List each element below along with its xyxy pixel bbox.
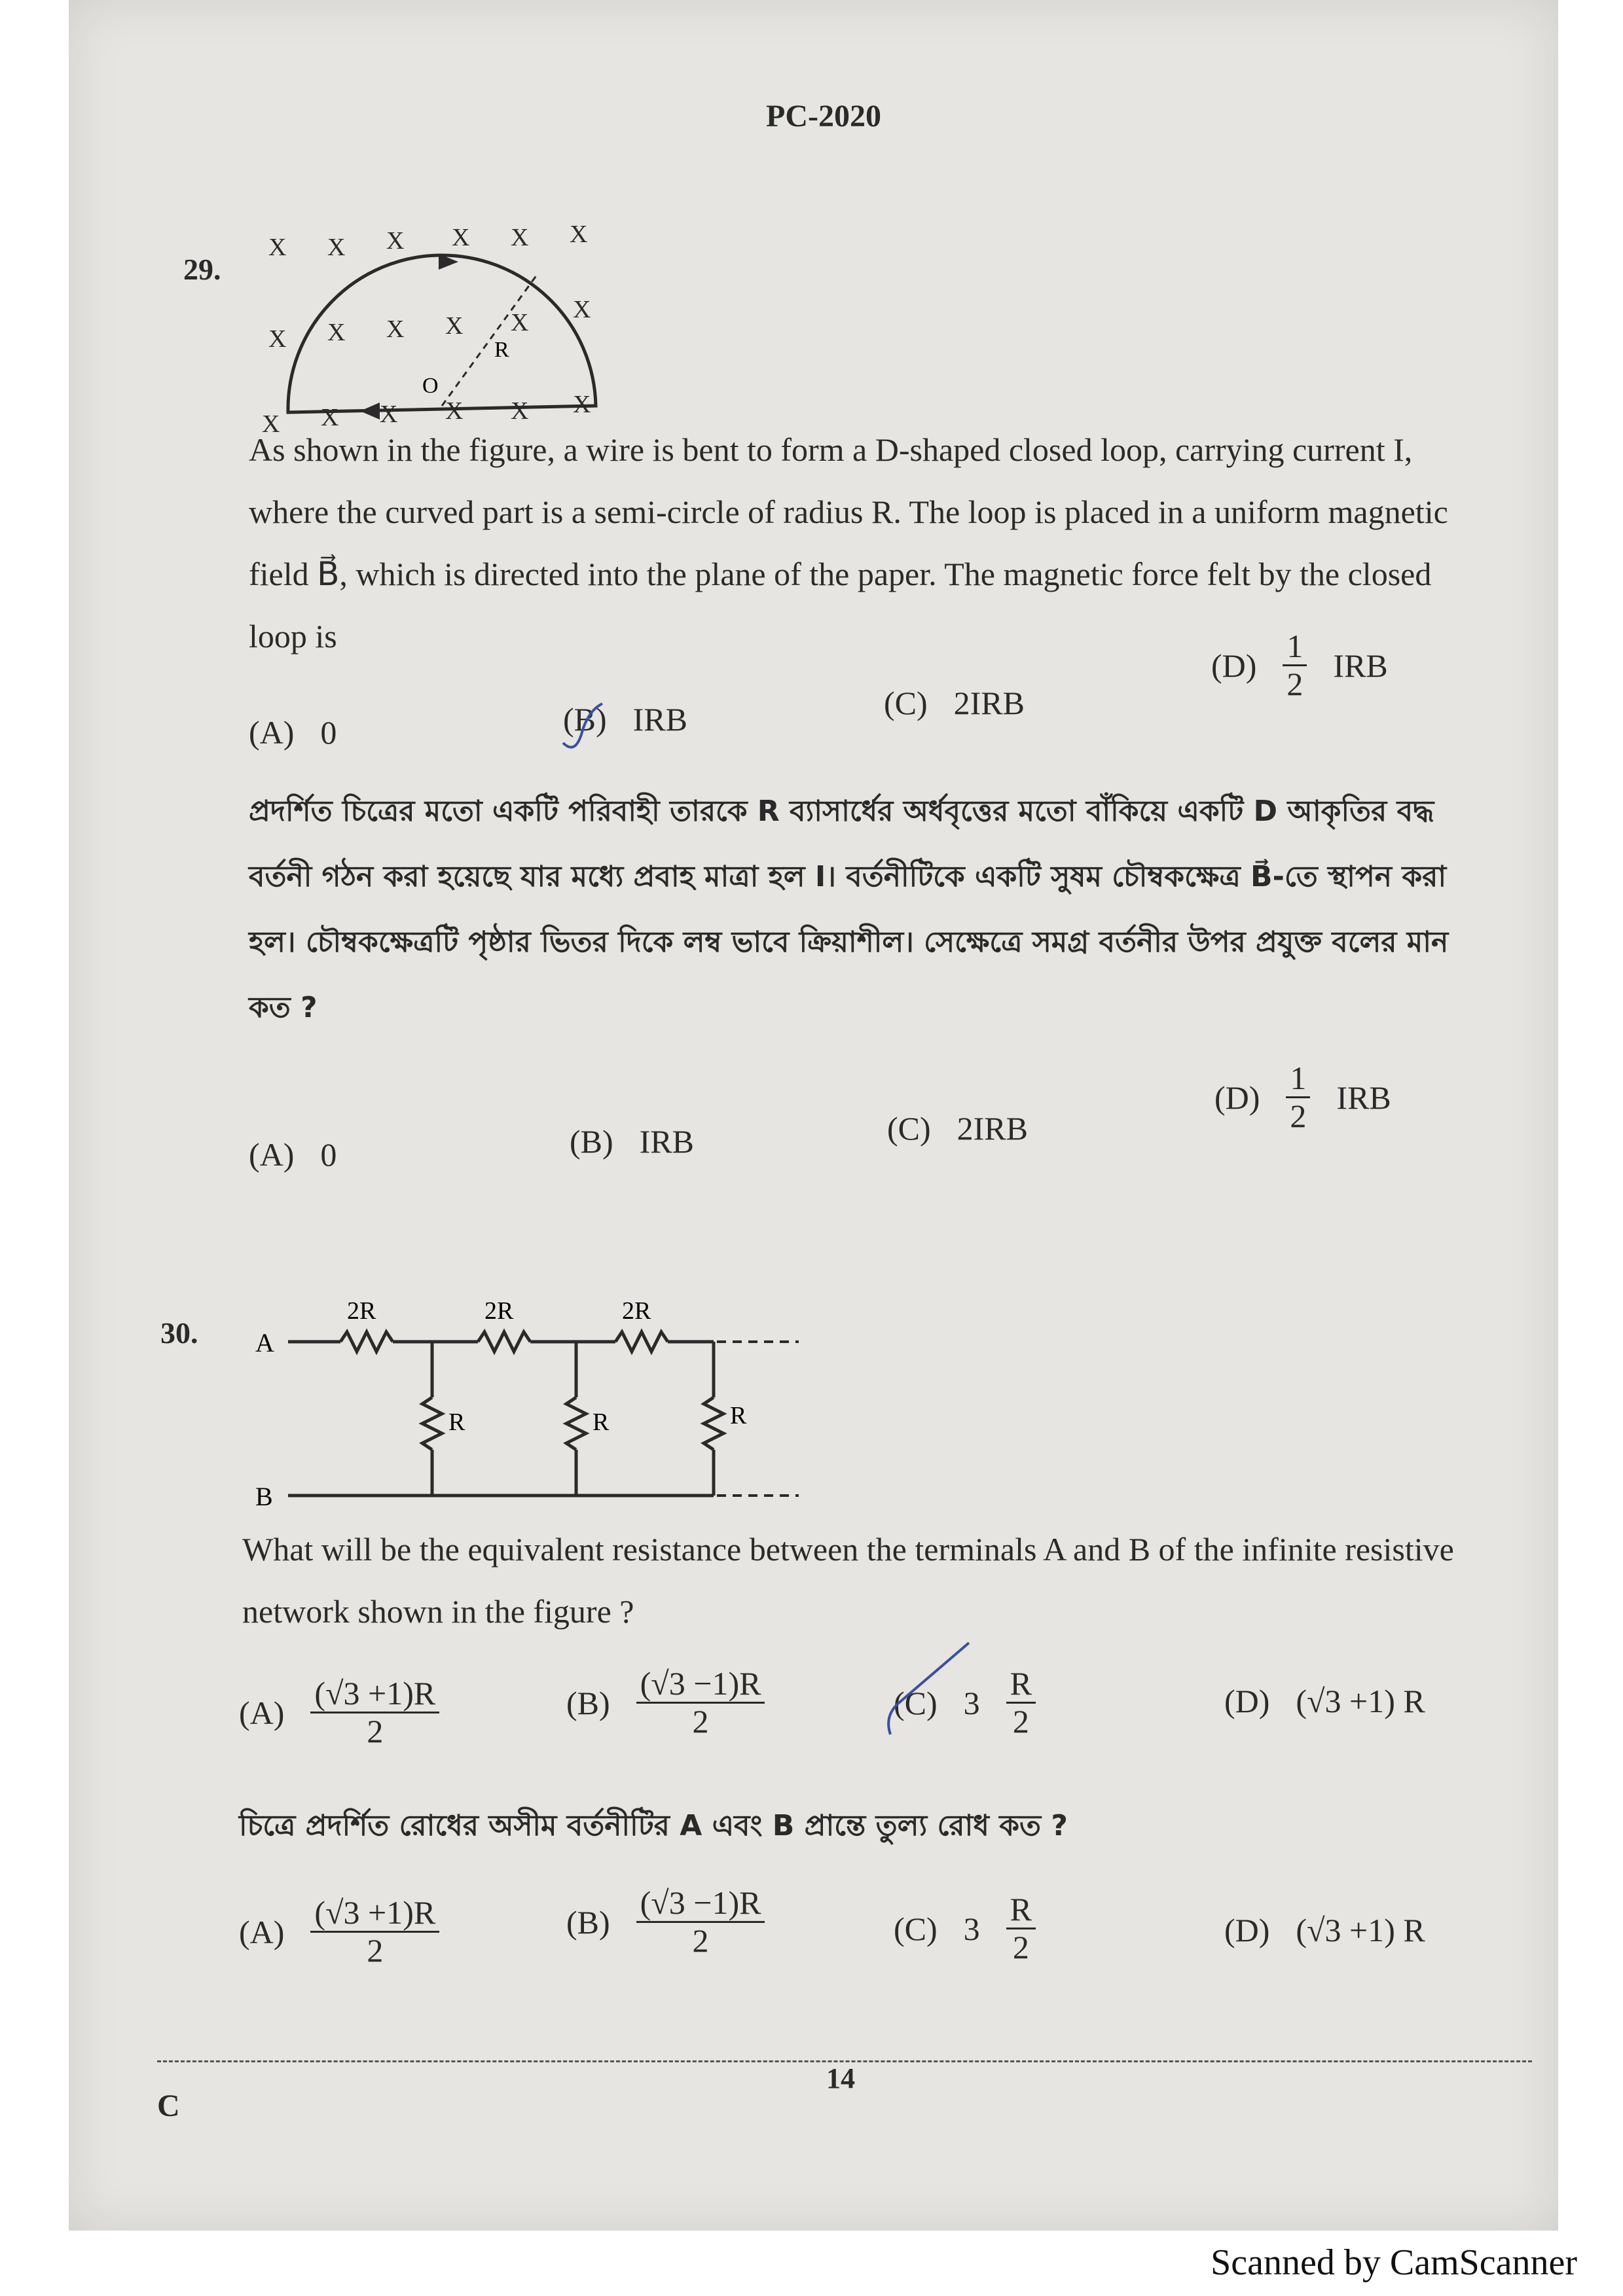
q30-en-option-b: (B) $\frac{(√3 -1)R}{2}$ [566,1666,765,1740]
q30-en-option-a: (A) $\frac{(√3 +1)R}{2}$ [239,1676,439,1749]
terminal-b-label: B [255,1482,273,1511]
svg-text:X: X [511,397,529,425]
svg-text:X: X [511,309,529,336]
scanner-watermark: Scanned by CamScanner [1211,2242,1577,2283]
tick-mark-q29 [556,697,609,756]
svg-text:X: X [327,319,346,346]
q30-bn-option-d: (D) (√3 +1) R [1224,1912,1425,1948]
question-29-text-bn: প্রদর্শিত চিত্রের মতো একটি পরিবাহী তারকে R ব্যাসার্ধের অর্ধবৃত্তের মতো বাঁকিয়ে একটি D আকৃতির বদ্ধ বর্তনী গঠন করা হয়েছে যার মধ্যে প্রবাহ মাত্রা হল I। বর্তনীটিকে একটি সুষম চৌম্বকক্ষেত্র B⃗-তে স্থাপন করা হল। চৌম্বকক্ষেত্রটি পৃষ্ঠার ভিতর দিকে লম্ব ভাবে ক্রিয়াশীল। সেক্ষেত্রে সমগ্র বর্তনীর উপর প্রযুক্ত বলের মান কত ? [249,795,1449,1024]
series-resistor-label: 2R [622,1297,651,1325]
svg-text:X: X [573,296,591,323]
d-loop-figure [249,196,642,445]
paper-set-code: C [157,2089,180,2123]
svg-text:X: X [321,404,339,431]
series-resistor-label: 2R [347,1297,376,1325]
svg-text:X: X [445,312,464,340]
q29-bn-option-d: (D) $\frac{1}{2}$ IRB [1214,1060,1391,1134]
q30-bn-option-b: (B) $\frac{(√3 -1)R}{2}$ [566,1885,765,1959]
q30-en-option-c: (C) 3 $\frac{R}{2}$ [894,1666,1036,1740]
svg-text:X: X [268,234,287,261]
q29-bn-option-c: (C) 2IRB [887,1110,1029,1147]
radius-label: R [494,338,509,362]
q29-en-option-b: (B) IRB [563,701,688,738]
q29-en-option-c: (C) 2IRB [884,685,1025,721]
q29-en-option-a: (A) 0 [249,714,337,751]
current-arrow-bottom [360,403,380,420]
svg-text:X: X [386,227,405,255]
shunt-resistor-label: R [730,1402,747,1429]
q29-bn-option-b: (B) IRB [570,1123,695,1160]
tick-mark-q30 [877,1636,976,1748]
svg-text:X: X [570,221,588,248]
resistor-ladder-figure [249,1283,825,1518]
svg-text:X: X [452,224,470,251]
question-30-text-en: What will be the equivalent resistance between the terminals A and B of the infinite resistive network shown in the figure ? [242,1531,1454,1630]
page-number: 14 [826,2062,855,2094]
center-label: O [422,374,439,398]
svg-text:X: X [573,391,591,418]
q29-en-option-d: (D) $\frac{1}{2}$ IRB [1211,628,1388,702]
svg-text:X: X [511,224,529,251]
svg-text:X: X [380,401,398,428]
svg-text:X: X [445,397,464,425]
question-30-number: 30. [160,1316,198,1350]
q30-bn-option-c: (C) 3 $\frac{R}{2}$ [894,1892,1036,1965]
terminal-a-label: A [255,1328,274,1357]
shunt-resistor-label: R [448,1408,465,1436]
svg-text:X: X [386,315,405,343]
question-30-text-bn: চিত্রে প্রদর্শিত রোধের অসীম বর্তনীটির A এবং B প্রান্তে তুল্য রোধ কত ? [239,1809,1068,1842]
q30-bn-option-a: (A) $\frac{(√3 +1)R}{2}$ [239,1895,439,1969]
page-header: PC-2020 [766,99,881,134]
question-29-number: 29. [183,253,221,286]
radius-line [442,275,537,406]
shunt-resistor-label: R [593,1408,610,1436]
series-resistor-label: 2R [484,1297,514,1325]
svg-text:X: X [268,325,287,353]
question-29-text-en: As shown in the figure, a wire is bent to form a D-shaped closed loop, carrying current I, where the curved part is a semi-circle of radius R. The loop is placed in a uniform magnetic field B⃗, which is directed into the plane of the paper. The magnetic force felt by the closed loop is [249,431,1448,655]
q30-en-option-d: (D) (√3 +1) R [1224,1683,1425,1719]
svg-text:X: X [327,234,346,261]
q29-bn-option-a: (A) 0 [249,1136,337,1173]
svg-text:X: X [262,410,280,438]
